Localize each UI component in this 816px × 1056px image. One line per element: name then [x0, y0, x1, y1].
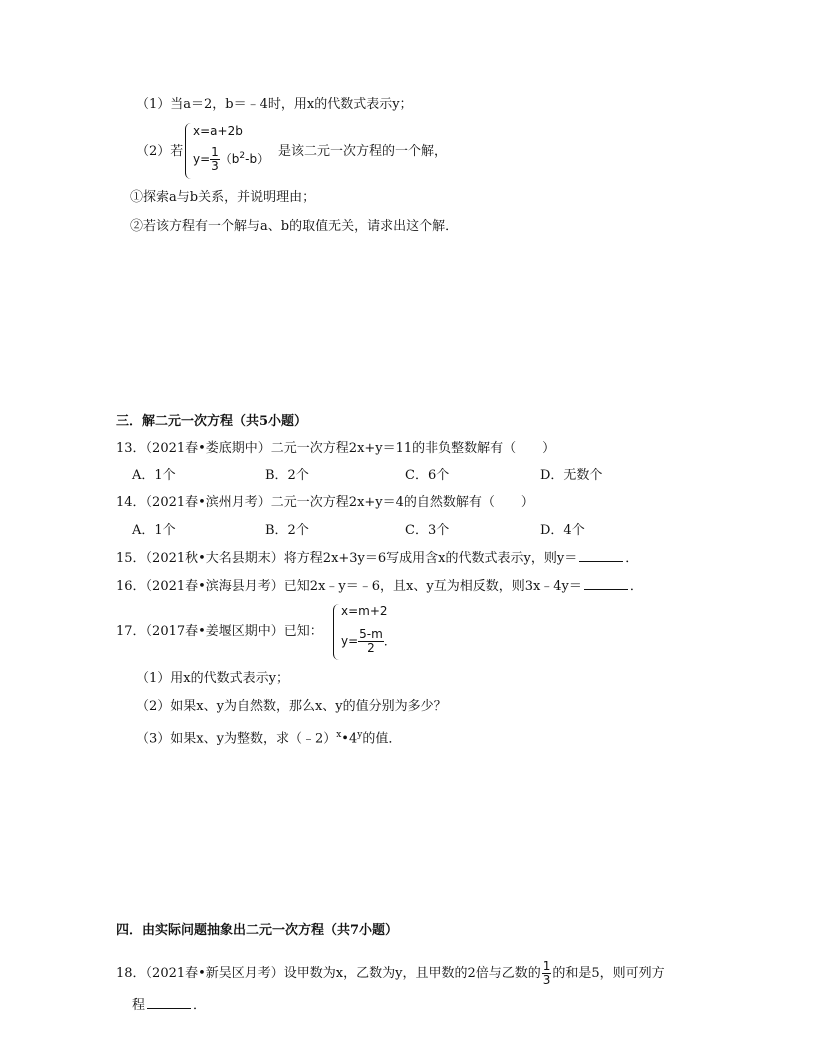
q17-prefix: 17．（2017春•姜堰区期中）已知： — [116, 624, 323, 639]
q16-answer-blank — [584, 577, 628, 590]
q14-option-b: B．2个 — [265, 523, 309, 538]
q12-fraction — [210, 146, 220, 173]
q12-system-y — [193, 146, 269, 173]
q17-frac-num: 5-m — [359, 627, 383, 641]
q12-system-x: x=a+2b — [193, 124, 243, 138]
q13-option-c: C．6个 — [405, 468, 450, 483]
q18-text: 18．（2021春•新吴区月考）设甲数为x，乙数为y，且甲数的2倍与乙数的 — [116, 966, 541, 981]
q17-system-y — [341, 628, 396, 655]
q12-part1: （1）当a＝2，b＝﹣4时，用x的代数式表示y； — [136, 97, 413, 112]
q14-option-d: D．4个 — [540, 523, 585, 538]
q17-part3-sup-y: y — [357, 730, 363, 740]
q17-sys-y-prefix: y= — [341, 634, 359, 648]
q15 — [116, 549, 638, 568]
q18-answer-blank — [147, 996, 191, 1009]
q18-line1 — [116, 960, 665, 987]
q18-line2-text: 程 — [132, 998, 146, 1013]
q17-system-brace — [333, 604, 340, 660]
section3-title: 三．解二元一次方程（共5小题） — [116, 414, 308, 429]
q18-line2 — [132, 996, 206, 1015]
q13-stem: 13．（2021春•娄底期中）二元一次方程2x+y＝11的非负整数解有（ ） — [116, 441, 556, 456]
q14-option-c: C．3个 — [405, 523, 450, 538]
q17-part2: （2）如果x、y为自然数，那么x、y的值分别为多少？ — [136, 699, 447, 714]
q18-frac-num: 1 — [542, 959, 551, 973]
q17-system-x: x=m+2 — [341, 604, 388, 618]
q17-part3-mid: •4 — [341, 731, 358, 747]
q15-text: 15．（2021秋•大名县期末）将方程2x+3y＝6写成用含x的代数式表示y，则y＝ — [116, 551, 578, 566]
q12-frac-num: 1 — [211, 145, 219, 159]
q17-fraction — [358, 628, 384, 655]
q12-sys-y-prefix: y= — [193, 152, 211, 166]
q18-end: ． — [193, 998, 207, 1013]
section4-title: 四．由实际问题抽象出二元一次方程（共7小题） — [116, 923, 399, 938]
q12-part2-suffix: 是该二元一次方程的一个解， — [278, 144, 448, 159]
q14-stem: 14．（2021春•滨州月考）二元一次方程2x+y＝4的自然数解有（ ） — [116, 495, 534, 510]
q17-part3-text: （3）如果x、y为整数，求（﹣2） — [136, 731, 337, 747]
q14-option-a: A．1个 — [132, 523, 176, 538]
q12-sys-y-suffix: （b — [219, 152, 240, 166]
q13-option-d: D．无数个 — [540, 468, 603, 483]
q17-part3 — [136, 726, 401, 748]
q16-text: 16．（2021春•滨海县月考）已知2x﹣y＝﹣6，且x、y互为相反数，则3x﹣4y＝ — [116, 579, 582, 594]
q12-sub2: ②若该方程有一个解与a、b的取值无关，请求出这个解． — [130, 219, 459, 234]
q16-end: ． — [629, 579, 643, 594]
q12-frac-den: 3 — [211, 159, 219, 173]
q12-sys-y-end: -b） — [245, 152, 270, 166]
q17-sys-end: ． — [383, 634, 396, 648]
q18-frac-den: 3 — [542, 973, 551, 987]
q17-part1: （1）用x的代数式表示y； — [136, 671, 289, 686]
q18-text-after: 的和是5，则可列方 — [552, 966, 665, 981]
q13-option-a: A．1个 — [132, 468, 176, 483]
q12-sys-y-sup: 2 — [239, 151, 246, 161]
q17-part3-end: 的值． — [362, 731, 402, 747]
q17-frac-den: 2 — [367, 641, 375, 655]
q12-part2-prefix: （2）若 — [136, 144, 184, 159]
q12-sub1: ①探索a与b关系，并说明理由； — [130, 190, 316, 205]
q13-option-b: B．2个 — [265, 468, 309, 483]
q15-end: ． — [625, 551, 639, 566]
q16 — [116, 577, 643, 596]
q15-answer-blank — [579, 549, 623, 562]
q17-part3-sup-x: x — [336, 730, 342, 740]
q12-system-brace — [185, 123, 192, 179]
q18-fraction — [542, 960, 552, 987]
